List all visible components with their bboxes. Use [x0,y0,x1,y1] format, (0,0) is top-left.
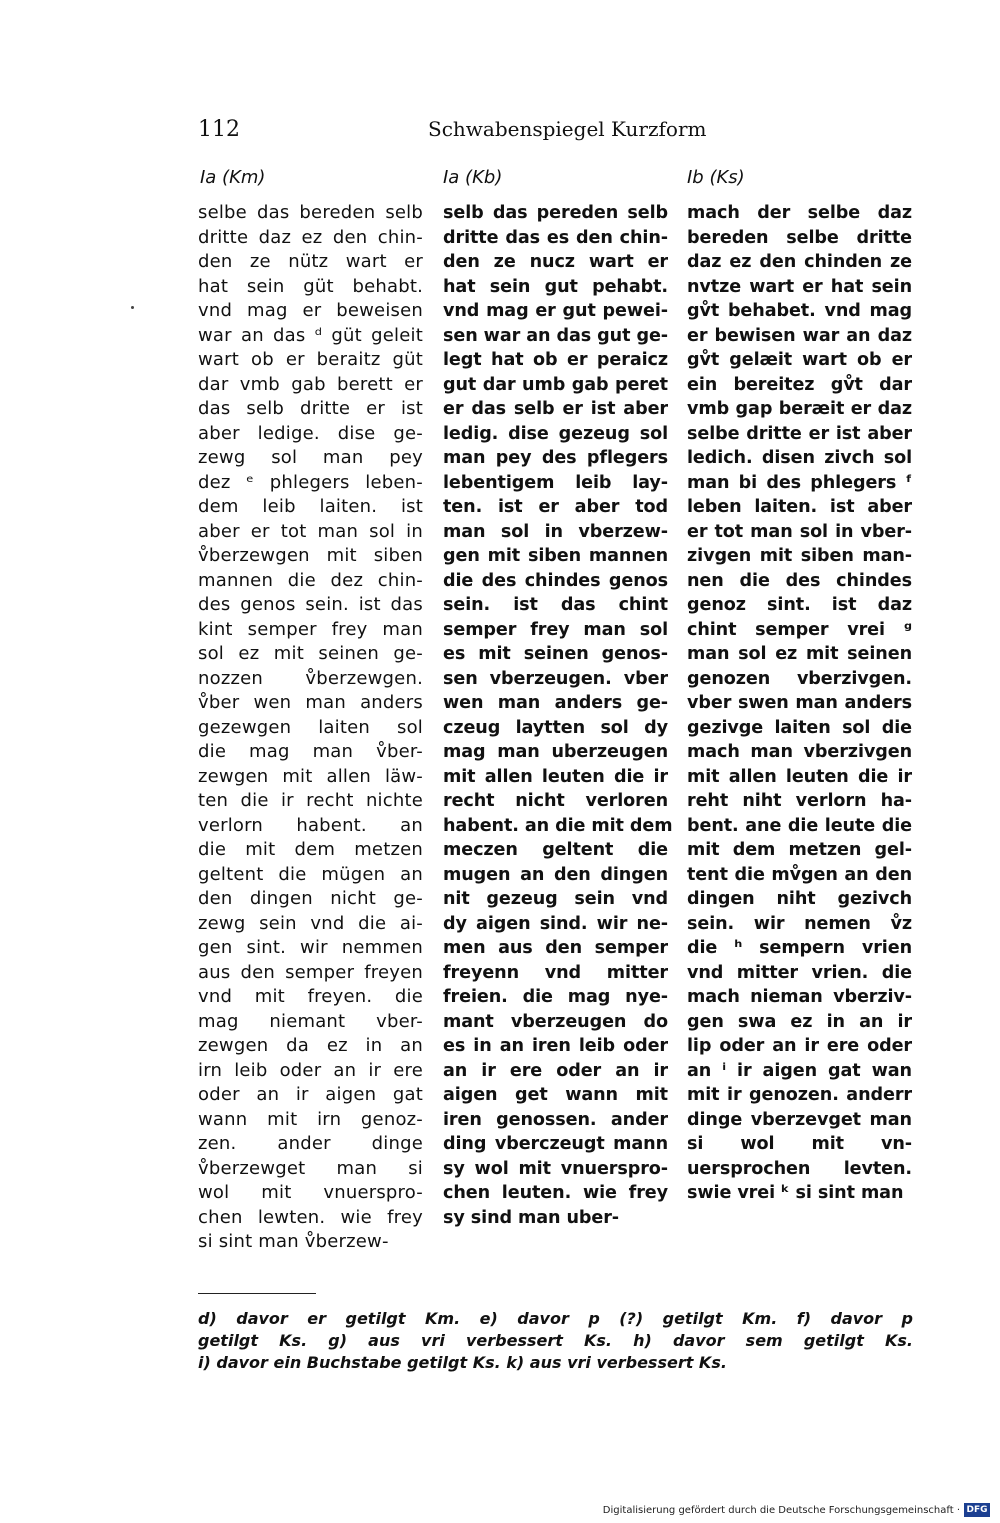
text-line: freyenn vnd mitter [443,962,668,983]
margin-speck [131,306,134,309]
text-line: den ze nucz wart er [443,252,668,272]
text-line: swie vrei ᵏ si sint man [687,1183,904,1203]
text-line: mant vberzeugen do [443,1011,668,1032]
text-line: vnd mit freyen. die [198,986,423,1007]
text-line: chint semper vrei ᵍ [687,619,912,640]
text-line: selbe das bereden selb [198,202,423,223]
text-line: mit dem metzen gel- [687,840,912,860]
column-text [198,201,423,1255]
page-header [198,117,913,147]
text-line: sol ez mit seinen ge- [198,643,423,664]
footnote-line: i) davor ein Buchstabe getilgt Ks. k) aus vri verbessert Ks. [198,1353,727,1372]
text-line: ledig. dise gezeug sol [443,423,668,444]
text-line: mit allen leuten die ir [687,766,912,787]
text-line: mannen die dez chin- [198,569,423,591]
text-line: si wol mit vn- [687,1134,912,1154]
text-line: mag niemant vber- [198,1010,423,1032]
text-line: war an das ᵈ güt geleit [198,324,423,346]
column-label: Ib (Ks) [687,167,745,188]
text-line: er das selb er ist aber [443,399,668,419]
text-line: dingen niht gezivch [687,889,912,909]
text-line: vnd mitter vrien. die [687,962,912,983]
text-line: wol mit vnuerspro- [198,1182,423,1203]
text-line: den dingen nicht ge- [198,888,423,909]
text-line: mach der selbe daz [687,203,912,223]
text-line: genozen vberzivgen. [687,668,912,689]
text-line: des genos sein. ist das [198,594,423,615]
text-line: gv̊t gelæit wart ob er [687,350,912,370]
running-title: Schwabenspiegel Kurzform [428,117,707,141]
text-line: irn leib oder an ir ere [198,1059,423,1081]
text-line: v̊ber wen man anders [198,692,423,713]
text-line: gv̊t behabet. vnd mag [687,301,912,321]
text-line: oder an ir aigen gat [198,1084,423,1105]
text-line: nit gezeug sein vnd [443,889,668,909]
text-line: semper frey man sol [443,619,668,640]
text-line: aber ledige. dise ge- [198,422,423,444]
text-line: die des chindes genos [443,570,668,591]
text-line: bent. ane die leute die [687,815,912,836]
column-text [687,201,912,1206]
text-line: den ze nütz wart er [198,251,423,272]
footnotes [198,1308,913,1374]
text-line: wart ob er beraitz güt [198,349,423,370]
text-line: man bi des phlegers ᶠ [687,472,912,493]
text-line: dritte daz ez den chin- [198,226,423,248]
text-line: freien. die mag nye- [443,987,668,1007]
text-line: aigen get wann mit [443,1085,668,1105]
text-line: nozzen v̊berzewgen. [198,667,423,689]
text-line: hat sein gut pehabt. [443,276,668,297]
text-line: hat sein güt behabt. [198,275,423,297]
text-line: selbe dritte er ist aber [687,423,912,444]
text-line: ding vberczeugt mann [443,1134,668,1154]
text-line: man pey des pflegers [443,448,668,468]
text-line: zewg sol man pey [198,447,423,468]
text-line: ledich. disen zivch sol [687,448,912,468]
text-line: chen lewten. wie frey [198,1206,423,1228]
page-number: 112 [198,117,240,142]
text-line: sen vberzeugen. vber [443,668,668,689]
text-line: mit ir genozen. anderr [687,1085,912,1105]
text-line: habent. an die mit dem [443,815,673,836]
text-line: gut dar umb gab peret [443,374,668,395]
column-ia-kb [443,163,673,1230]
text-line: kint semper frey man [198,618,423,640]
text-line: nen die des chindes [687,570,912,591]
text-line: gezivge laiten sol die [687,717,912,738]
text-line: an ⁱ ir aigen gat wan [687,1060,912,1081]
text-line: mit allen leuten die ir [443,766,668,787]
text-line: dy aigen sind. wir ne- [443,913,668,934]
text-line: dem leib laiten. ist [198,496,423,517]
text-line: gezewgen laiten sol [198,716,423,738]
text-line: wen man anders ge- [443,693,668,713]
text-line: es mit seinen genos- [443,644,668,664]
text-line: ten die ir recht nichte [198,790,423,811]
text-line: dar vmb gab berett er [198,373,423,395]
column-label: Ia (Km) [200,167,266,188]
text-line: man sol ez mit seinen [687,644,912,664]
text-line: bereden selbe dritte [687,227,912,248]
text-line: zivgen mit siben man- [687,546,912,566]
text-line: sein. ist das chint [443,595,668,615]
footnote-divider [198,1293,316,1294]
text-line: si sint man v̊berzew- [198,1231,389,1252]
text-line: dinge vberzevget man [687,1109,912,1130]
text-line: zewgen mit allen läw- [198,765,423,787]
text-line: gen sint. wir nemmen [198,937,423,958]
dfg-logo-icon: DFG [964,1503,990,1517]
text-line: ein bereitez gv̊t dar [687,374,912,395]
text-line: men aus den semper [443,938,668,958]
column-ib-ks [687,163,912,1206]
text-line: leben laiten. ist aber [687,497,912,517]
column-ia-km [198,163,423,1255]
text-line: die ʰ sempern vrien [687,938,912,958]
text-line: zewg sein vnd die ai- [198,912,423,934]
text-line: aber er tot man sol in [198,520,423,542]
text-line: die mag man v̊ber- [198,741,423,762]
column-text [443,201,673,1230]
text-line: das selb dritte er ist [198,398,423,419]
text-line: zewgen da ez in an [198,1035,423,1056]
text-line: vmb gap beræit er daz [687,399,912,419]
credit-text: Digitalisierung gefördert durch die Deutsche Forschungsgemeinschaft · [602,1504,960,1516]
text-line: man sol in vberzew- [443,521,668,542]
text-line: mag man uberzeugen [443,742,668,762]
text-line: lebentigem leib lay- [443,472,668,493]
text-line: daz ez den chinden ze [687,252,912,272]
text-line: dritte das es den chin- [443,227,668,248]
footnote-line: getilgt Ks. g) aus vri verbessert Ks. h) davor sem getilgt Ks. [198,1331,913,1350]
text-line: selb das pereden selb [443,203,668,223]
text-line: uersprochen levten. [687,1158,912,1179]
text-line: v̊berzewgen mit siben [198,545,423,566]
text-line: sy sind man uber- [443,1207,619,1228]
text-line: dez ᵉ phlegers leben- [198,471,423,493]
text-line: sy wol mit vnuerspro- [443,1158,668,1179]
text-line: geltent die mügen an [198,863,423,885]
digitization-credit [603,1503,990,1517]
text-line: gen swa ez in an ir [687,1011,912,1032]
text-line: vnd mag er gut pewei- [443,301,668,321]
text-line: er tot man sol in vber- [687,521,912,542]
text-line: zen. ander dinge [198,1133,423,1154]
text-line: mugen an den dingen [443,864,668,885]
text-line: legt hat ob er peraicz [443,350,668,370]
text-line: aus den semper freyen [198,961,423,983]
text-line: vber swen man anders [687,693,912,713]
text-line: iren genossen. ander [443,1109,668,1130]
text-line: es in an iren leib oder [443,1036,668,1056]
text-line: meczen geltent die [443,840,668,860]
text-line: mach nieman vberziv- [687,987,912,1007]
text-line: tent die mv̊gen an den [687,864,912,885]
footnote-line: d) davor er getilgt Km. e) davor p (?) getilgt Km. f) davor p [198,1309,913,1328]
text-line: sen war an das gut ge- [443,325,668,346]
text-line: reht niht verlorn ha- [687,791,912,811]
text-line: recht nicht verloren [443,791,668,811]
text-line: lip oder an ir ere oder [687,1036,912,1056]
column-label: Ia (Kb) [443,167,503,188]
text-line: ten. ist er aber tod [443,497,668,517]
text-line: an ir ere oder an ir [443,1060,668,1081]
text-line: verlorn habent. an [198,814,423,836]
text-line: die mit dem metzen [198,839,423,860]
text-line: wann mit irn genoz- [198,1108,423,1130]
text-line: mach man vberzivgen [687,742,912,762]
text-line: er bewisen war an daz [687,325,912,346]
text-line: chen leuten. wie frey [443,1183,668,1203]
text-line: v̊berzewget man si [198,1157,423,1179]
text-line: gen mit siben mannen [443,546,668,566]
text-line: sein. wir nemen v̊z [687,913,912,934]
text-line: genoz sint. ist daz [687,595,912,615]
text-line: vnd mag er beweisen [198,300,423,321]
text-line: nvtze wart er hat sein [687,276,912,297]
text-line: czeug laytten sol dy [443,717,668,738]
